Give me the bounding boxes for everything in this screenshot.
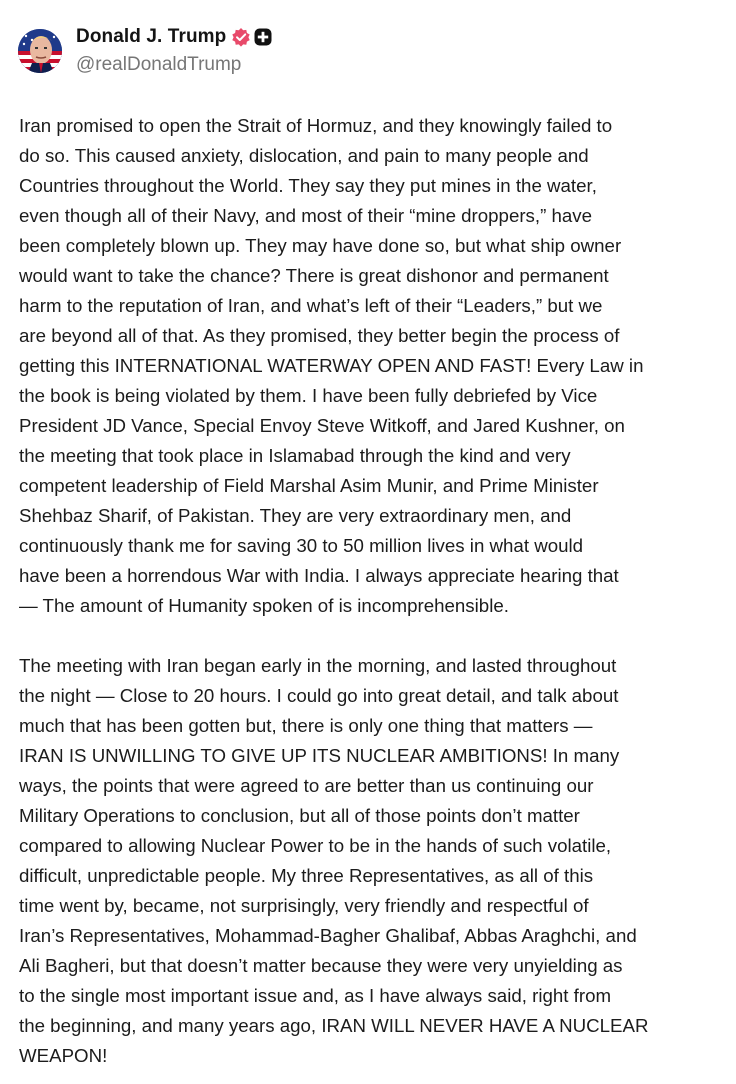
post-header — [18, 27, 272, 77]
name-row — [76, 26, 272, 48]
plus-badge-icon — [254, 28, 272, 46]
post-paragraph: Iran promised to open the Strait of Hormuz, and they knowingly failed to do so. This caused anxiety, dislocation, and pain to many people and Countries throughout the World. They say they put mines in the water, even though all of their Navy, and most of their “mine droppers,” have been completely blown up. They may have done so, but what ship owner would want to take the chance? There is great dishonor and permanent harm to the reputation of Iran, and what’s left of their “Leaders,” but we are beyond all of that. As they promised, they better begin the process of getting this INTERNATIONAL WATERWAY OPEN AND FAST! Every Law in the book is being violated by them. I have been fully debriefed by Vice President JD Vance, Special Envoy Steve Witkoff, and Jared Kushner, on the meeting that took place in Islamabad through the kind and very competent leadership of Field Marshal Asim Munir, and Prime Minister Shehbaz Sharif, of Pakistan. They are very extraordinary men, and continuously thank me for saving 30 to 50 million lives in what would have been a horrendous War with India. I always appreciate hearing that — The amount of Humanity spoken of is incomprehensible. — [19, 115, 644, 616]
author-handle[interactable]: @realDonaldTrump — [76, 54, 242, 75]
author-avatar[interactable] — [18, 29, 62, 73]
post-body — [19, 111, 724, 1071]
post-paragraph: The meeting with Iran began early in the morning, and lasted throughout the night — Close to 20 hours. I could go into great detail, and talk about much that has been gotten but, there is only one thing that matters — IRAN IS UNWILLING TO GIVE UP ITS NUCLEAR AMBITIONS! In many ways, the points that were agreed to are better than us continuing our Military Operations to conclusion, but all of those points don’t matter compared to allowing Nuclear Power to be in the hands of such volatile, difficult, unpredictable people. My three Representatives, as all of this time went by, became, not surprisingly, very friendly and respectful of Iran’s Representatives, Mohammad-Bagher Ghalibaf, Abbas Araghchi, and Ali Bagheri, but that doesn’t matter because they were very unyielding as to the single most important issue and, as I have always said, right from the beginning, and many years ago, IRAN WILL NEVER HAVE A NUCLEAR WEAPON! — [19, 655, 649, 1066]
author-identity — [76, 27, 272, 76]
flag-portrait-avatar-icon — [18, 29, 62, 73]
verified-badge-icon — [231, 27, 251, 47]
author-display-name[interactable]: Donald J. Trump — [76, 26, 227, 47]
